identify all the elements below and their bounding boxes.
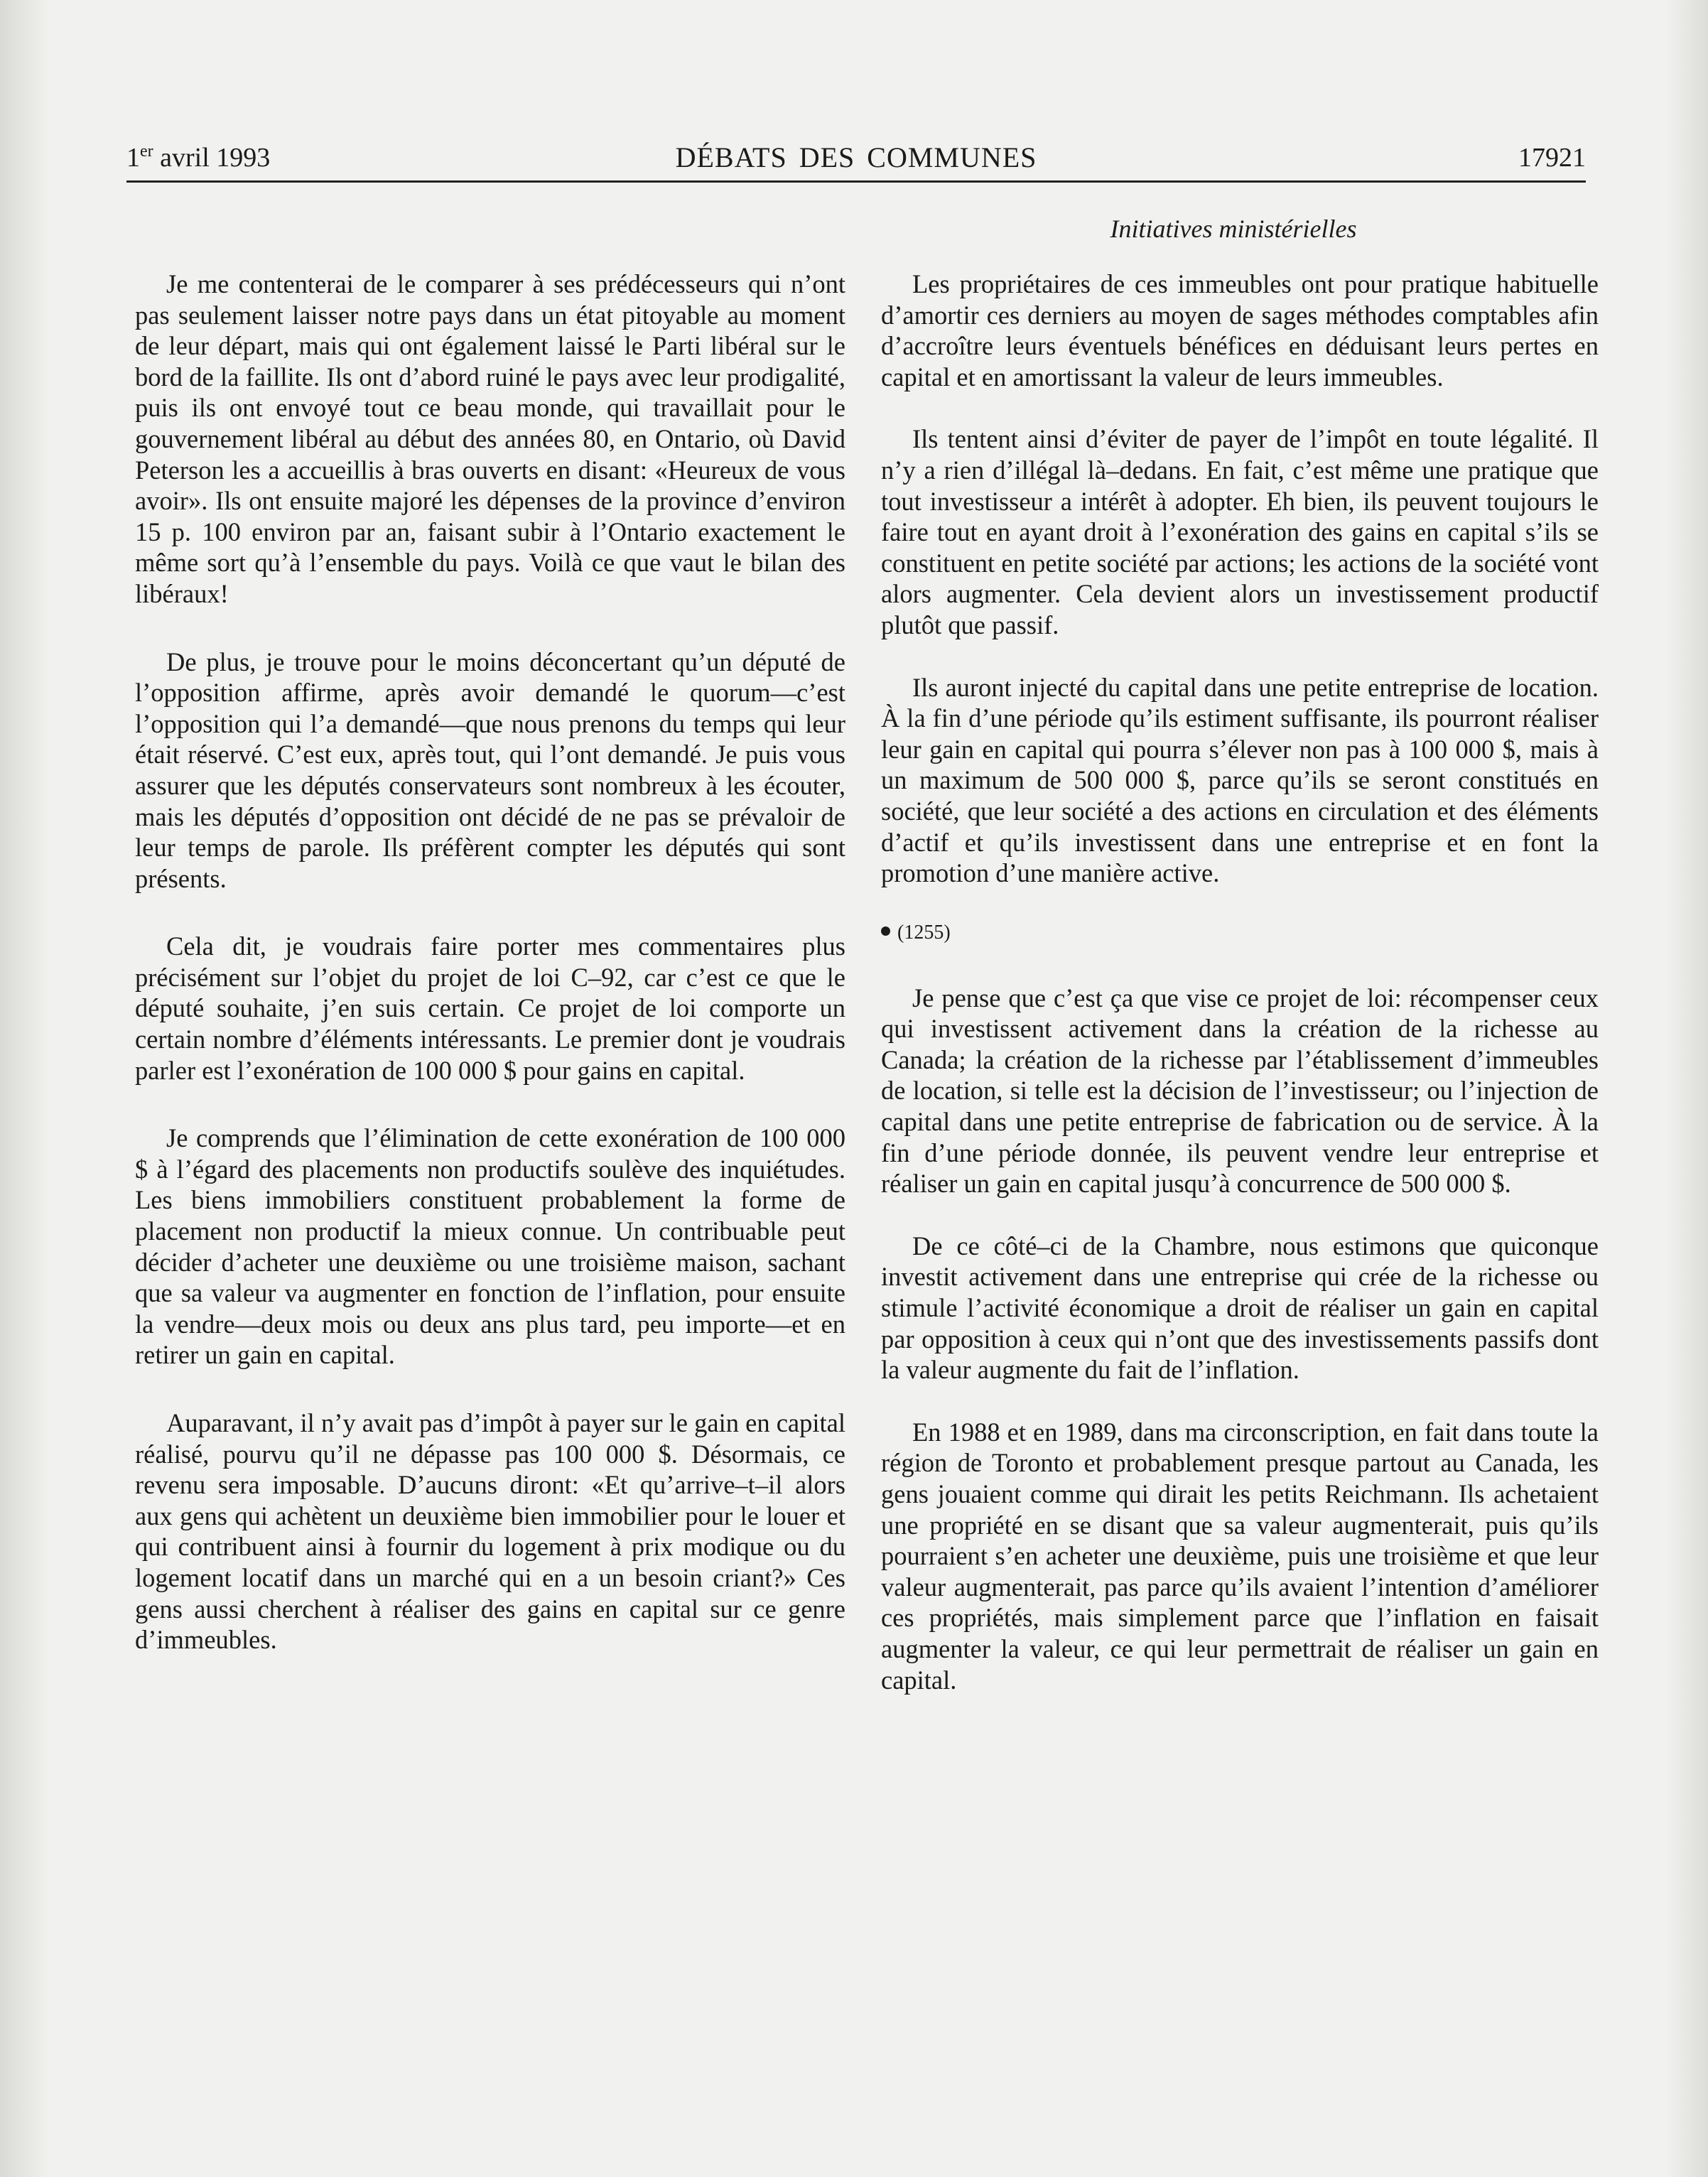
header-date-superscript: er [140,142,153,161]
paragraph: De plus, je trouve pour le moins déconcertant qu’un député de l’opposition affirme, après avoir demandé le quorum—c’est l’opposition qui l’a demandé—que nous prenons du temps qui leur était réservé. C’est eux, après tout, qui l’ont demandé. Je puis vous assurer que les députés conservateurs sont nombreux à les écouter, mais les députés d’opposition ont décidé de ne pas se prévaloir de leur temps de parole. Ils préfèrent compter les députés qui sont présents. [135,647,845,893]
page-header [126,136,1586,179]
paragraph: En 1988 et en 1989, dans ma circonscription, en fait dans toute la région de Toronto et probablement presque partout au Canada, les gens jouaient comme qui dirait les petits Reichmann. Ils achetaient une propriété en se disant que sa valeur augmenterait, puis qu’ils pourraient s’en acheter une deuxième, puis une troisième et que leur valeur augmenterait, pas parce qu’ils avaient l’intention d’améliorer ces propriétés, mais simplement parce que l’inflation en faisait augmenter la valeur, ce qui leur permettrait de réaliser un gain en capital. [881,1417,1599,1695]
paragraph: De ce côté–ci de la Chambre, nous estimons que quiconque investit activement dans une entreprise qui crée de la richesse ou stimule l’activité économique a droit de réaliser un gain en capital par opposition à ceux qui n’ont que des investissements passifs dont la valeur augmente du fait de l’inflation. [881,1231,1599,1385]
paragraph: Auparavant, il n’y avait pas d’impôt à payer sur le gain en capital réalisé, pourvu qu’il ne dépasse pas 100 000 $. Désormais, ce revenu sera imposable. D’aucuns diront: «Et qu’arrive–t–il alors aux gens qui achètent un deuxième bien immobilier pour le louer et qui contribuent ainsi à fournir du logement à prix modique ou du logement locatif dans un marché qui en a un besoin criant?» Ces gens aussi cherchent à réaliser des gains en capital sur ce genre d’immeubles. [135,1408,845,1655]
bullet-icon [881,927,890,936]
paragraph: Je comprends que l’élimination de cette exonération de 100 000 $ à l’égard des placements non productifs soulève des inquiétudes. Les biens immobiliers constituent probablement la forme de placement non productif la mieux connue. Un contribuable peut décider d’acheter une deuxième ou une troisième maison, sachant que sa valeur va augmenter en fonction de l’inflation, pour ensuite la vendre—deux mois ou deux ans plus tard, peu importe—et en retirer un gain en capital. [135,1123,845,1370]
page-edge-shadow-right [1665,0,1708,2177]
paragraph: Ils auront injecté du capital dans une petite entreprise de location. À la fin d’une période qu’ils estiment suffisante, ils pourront réaliser leur gain en capital qui pourra s’élever non pas à 100 000 $, mais à un maximum de 500 000 $, parce qu’ils se seront constitués en société, que leur société a des actions en circulation et des éléments d’actif et qu’ils investissent dans une entreprise et en font la promotion d’une manière active. [881,672,1599,888]
right-column [881,269,1599,1695]
timestamp-text: (1255) [897,921,951,944]
section-label: Initiatives ministérielles [1110,215,1357,243]
paragraph: Je pense que c’est ça que vise ce projet de loi: récompenser ceux qui investissent activement dans la création de la richesse au Canada; la création de la richesse par l’établissement d’immeubles de location, si telle est la décision de l’investisseur; ou l’injection de capital dans une petite entreprise de fabrication ou de service. À la fin d’une période donnée, ils peuvent vendre leur entreprise et réaliser un gain en capital jusqu’à concurrence de 500 000 $. [881,983,1599,1199]
header-date-day: 1 [126,143,140,173]
paragraph: Les propriétaires de ces immeubles ont pour pratique habituelle d’amortir ces derniers au moyen de sages méthodes comptables afin d’accroître leurs éventuels bénéfices en déduisant leurs pertes en capital et en amortissant la valeur de leurs immeubles. [881,269,1599,391]
publication-title: DÉBATS DES COMMUNES [675,141,1037,173]
paragraph: Ils tentent ainsi d’éviter de payer de l’impôt en toute légalité. Il n’y a rien d’illégal là–dedans. En fait, c’est même une pratique que tout investisseur a intérêt à adopter. Eh bien, ils peuvent toujours le faire tout en ayant droit à l’exonération des gains en capital s’ils se constituent en petite société par actions; les actions de la société vont alors augmenter. Cela devient alors un investissement productif plutôt que passif. [881,424,1599,639]
left-column [135,269,845,1655]
paragraph: Cela dit, je voudrais faire porter mes commentaires plus précisément sur l’objet du projet de loi C–92, car c’est ce que le député souhaite, j’en suis certain. Ce projet de loi comporte un certain nombre d’éléments intéressants. Le premier dont je voudrais parler est l’exonération de 100 000 $ pour gains en capital. [135,931,845,1085]
header-date-rest: avril 1993 [153,143,271,173]
page-edge-shadow-left [0,0,50,2177]
header-rule [126,180,1586,183]
paragraph: Je me contenterai de le comparer à ses prédécesseurs qui n’ont pas seulement laisser notre pays dans un état pitoyable au moment de leur départ, mais qui ont également laissé le Parti libéral sur le bord de la faillite. Ils ont d’abord ruiné le pays avec leur prodigalité, puis ils ont envoyé tout ce beau monde, qui travaillait pour le gouvernement libéral au début des années 80, en Ontario, où David Peterson les a accueillis à bras ouverts en disant: «Heureux de vous avoir». Ils ont ensuite majoré les dépenses de la province d’environ 15 p. 100 environ par an, faisant subir à l’Ontario exactement le même sort qu’à l’ensemble du pays. Voilà ce que vaut le bilan des libéraux! [135,269,845,608]
page-number: 17921 [1518,143,1586,173]
timestamp-marker [881,919,1599,947]
